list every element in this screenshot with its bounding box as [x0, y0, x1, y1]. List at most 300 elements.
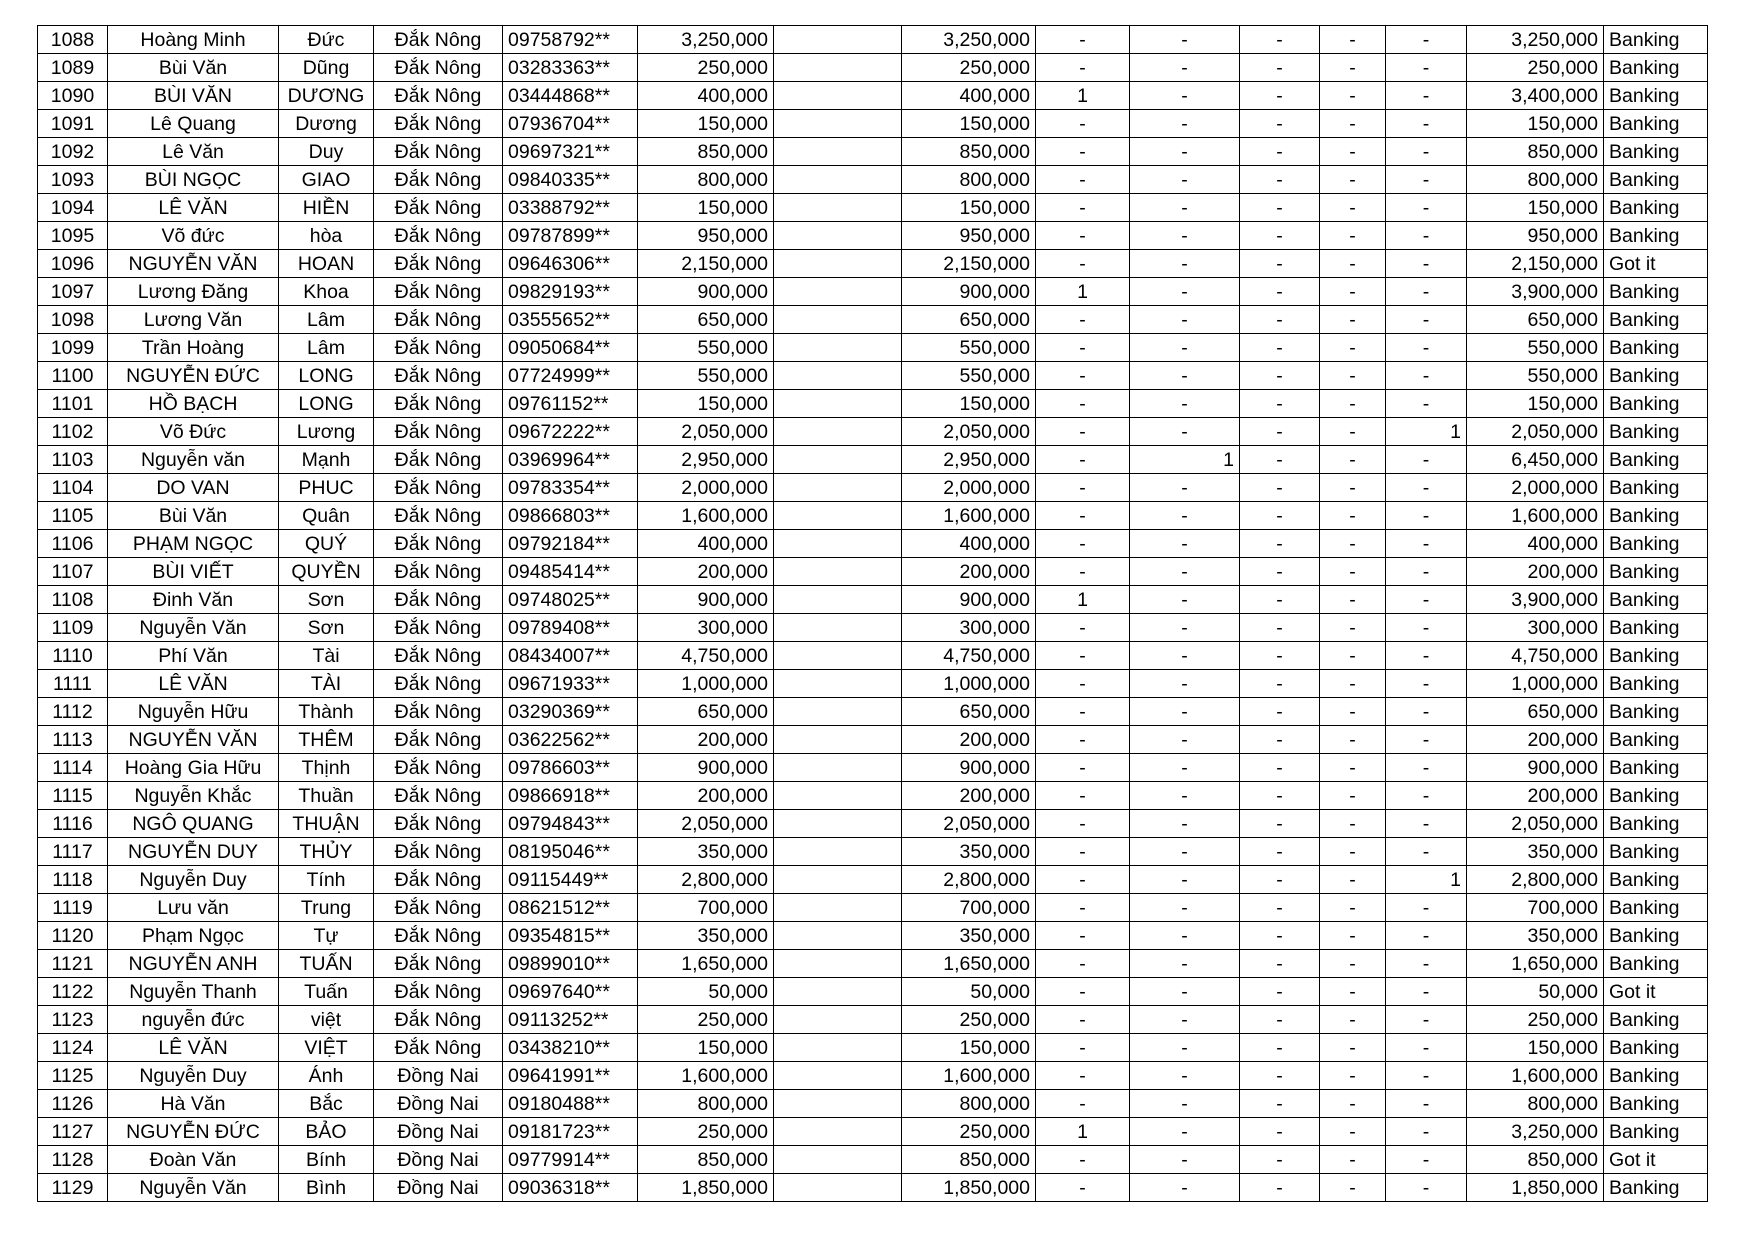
total-amount-cell: 1,000,000	[1467, 670, 1604, 698]
payment-method-cell: Banking	[1604, 950, 1708, 978]
blank-column-cell	[774, 82, 902, 110]
payment-method-cell: Banking	[1604, 1090, 1708, 1118]
subtotal-cell: 400,000	[902, 530, 1036, 558]
payment-method-cell: Banking	[1604, 754, 1708, 782]
phone-number-cell: 09641991**	[503, 1062, 638, 1090]
phone-number-cell: 09779914**	[503, 1146, 638, 1174]
table-row	[38, 586, 1708, 614]
subtotal-cell: 400,000	[902, 82, 1036, 110]
flag-2-cell: -	[1130, 1174, 1240, 1202]
payment-method-cell: Banking	[1604, 446, 1708, 474]
family-name-cell: Đoàn Văn	[108, 1146, 279, 1174]
flag-1-cell: -	[1036, 306, 1130, 334]
given-name-cell: VIỆT	[279, 1034, 374, 1062]
table-row	[38, 390, 1708, 418]
family-name-cell: Phí Văn	[108, 642, 279, 670]
subtotal-cell: 200,000	[902, 558, 1036, 586]
data-table	[37, 25, 1708, 1202]
flag-4-cell: -	[1320, 950, 1386, 978]
flag-2-cell: -	[1130, 1006, 1240, 1034]
province-cell: Đắk Nông	[374, 530, 503, 558]
flag-3-cell: -	[1240, 558, 1320, 586]
row-number-cell: 1124	[38, 1034, 108, 1062]
province-cell: Đồng Nai	[374, 1118, 503, 1146]
province-cell: Đắk Nông	[374, 782, 503, 810]
payment-method-cell: Banking	[1604, 894, 1708, 922]
flag-3-cell: -	[1240, 810, 1320, 838]
flag-1-cell: 1	[1036, 82, 1130, 110]
amount-cell: 350,000	[638, 838, 774, 866]
total-amount-cell: 2,150,000	[1467, 250, 1604, 278]
flag-5-cell: -	[1386, 166, 1467, 194]
total-amount-cell: 650,000	[1467, 698, 1604, 726]
flag-5-cell: -	[1386, 922, 1467, 950]
phone-number-cell: 03555652**	[503, 306, 638, 334]
flag-3-cell: -	[1240, 1062, 1320, 1090]
flag-4-cell: -	[1320, 82, 1386, 110]
flag-5-cell: -	[1386, 110, 1467, 138]
flag-1-cell: -	[1036, 138, 1130, 166]
given-name-cell: Đức	[279, 26, 374, 54]
table-row	[38, 782, 1708, 810]
amount-cell: 1,850,000	[638, 1174, 774, 1202]
amount-cell: 4,750,000	[638, 642, 774, 670]
payment-method-cell: Banking	[1604, 530, 1708, 558]
phone-number-cell: 09180488**	[503, 1090, 638, 1118]
flag-1-cell: -	[1036, 390, 1130, 418]
row-number-cell: 1114	[38, 754, 108, 782]
province-cell: Đắk Nông	[374, 838, 503, 866]
phone-number-cell: 03438210**	[503, 1034, 638, 1062]
blank-column-cell	[774, 306, 902, 334]
flag-4-cell: -	[1320, 642, 1386, 670]
payment-method-cell: Banking	[1604, 390, 1708, 418]
flag-2-cell: -	[1130, 922, 1240, 950]
province-cell: Đắk Nông	[374, 1006, 503, 1034]
table-row	[38, 474, 1708, 502]
flag-1-cell: -	[1036, 530, 1130, 558]
phone-number-cell: 09354815**	[503, 922, 638, 950]
family-name-cell: DO VAN	[108, 474, 279, 502]
flag-4-cell: -	[1320, 26, 1386, 54]
amount-cell: 550,000	[638, 362, 774, 390]
flag-4-cell: -	[1320, 866, 1386, 894]
flag-3-cell: -	[1240, 782, 1320, 810]
flag-4-cell: -	[1320, 838, 1386, 866]
blank-column-cell	[774, 278, 902, 306]
subtotal-cell: 4,750,000	[902, 642, 1036, 670]
flag-3-cell: -	[1240, 922, 1320, 950]
blank-column-cell	[774, 558, 902, 586]
total-amount-cell: 150,000	[1467, 1034, 1604, 1062]
given-name-cell: Khoa	[279, 278, 374, 306]
amount-cell: 2,050,000	[638, 810, 774, 838]
flag-3-cell: -	[1240, 866, 1320, 894]
amount-cell: 400,000	[638, 530, 774, 558]
table-row	[38, 110, 1708, 138]
province-cell: Đắk Nông	[374, 138, 503, 166]
phone-number-cell: 03444868**	[503, 82, 638, 110]
flag-3-cell: -	[1240, 1034, 1320, 1062]
flag-4-cell: -	[1320, 1146, 1386, 1174]
flag-2-cell: -	[1130, 334, 1240, 362]
province-cell: Đắk Nông	[374, 698, 503, 726]
table-row	[38, 1090, 1708, 1118]
province-cell: Đắk Nông	[374, 922, 503, 950]
phone-number-cell: 09794843**	[503, 810, 638, 838]
row-number-cell: 1129	[38, 1174, 108, 1202]
given-name-cell: Lương	[279, 418, 374, 446]
payment-method-cell: Banking	[1604, 82, 1708, 110]
amount-cell: 850,000	[638, 1146, 774, 1174]
family-name-cell: Lưu văn	[108, 894, 279, 922]
total-amount-cell: 850,000	[1467, 138, 1604, 166]
subtotal-cell: 200,000	[902, 782, 1036, 810]
flag-4-cell: -	[1320, 166, 1386, 194]
row-number-cell: 1091	[38, 110, 108, 138]
row-number-cell: 1097	[38, 278, 108, 306]
given-name-cell: BẢO	[279, 1118, 374, 1146]
province-cell: Đắk Nông	[374, 418, 503, 446]
flag-4-cell: -	[1320, 278, 1386, 306]
flag-2-cell: -	[1130, 866, 1240, 894]
flag-2-cell: -	[1130, 250, 1240, 278]
blank-column-cell	[774, 1062, 902, 1090]
flag-3-cell: -	[1240, 474, 1320, 502]
flag-3-cell: -	[1240, 166, 1320, 194]
province-cell: Đắk Nông	[374, 502, 503, 530]
family-name-cell: Phạm Ngọc	[108, 922, 279, 950]
flag-2-cell: -	[1130, 26, 1240, 54]
subtotal-cell: 650,000	[902, 698, 1036, 726]
table-row	[38, 1062, 1708, 1090]
flag-5-cell: -	[1386, 782, 1467, 810]
flag-3-cell: -	[1240, 530, 1320, 558]
family-name-cell: Bùi Văn	[108, 502, 279, 530]
flag-2-cell: -	[1130, 978, 1240, 1006]
table-row	[38, 250, 1708, 278]
phone-number-cell: 09113252**	[503, 1006, 638, 1034]
province-cell: Đắk Nông	[374, 978, 503, 1006]
subtotal-cell: 800,000	[902, 1090, 1036, 1118]
blank-column-cell	[774, 502, 902, 530]
flag-4-cell: -	[1320, 306, 1386, 334]
family-name-cell: LÊ VĂN	[108, 670, 279, 698]
blank-column-cell	[774, 362, 902, 390]
subtotal-cell: 250,000	[902, 54, 1036, 82]
payment-method-cell: Banking	[1604, 166, 1708, 194]
total-amount-cell: 2,050,000	[1467, 810, 1604, 838]
province-cell: Đắk Nông	[374, 54, 503, 82]
flag-5-cell: -	[1386, 1034, 1467, 1062]
flag-1-cell: -	[1036, 810, 1130, 838]
payment-method-cell: Banking	[1604, 474, 1708, 502]
flag-5-cell: -	[1386, 446, 1467, 474]
total-amount-cell: 1,850,000	[1467, 1174, 1604, 1202]
flag-1-cell: -	[1036, 250, 1130, 278]
flag-1-cell: -	[1036, 670, 1130, 698]
table-row	[38, 642, 1708, 670]
given-name-cell: Mạnh	[279, 446, 374, 474]
table-row	[38, 978, 1708, 1006]
phone-number-cell: 09485414**	[503, 558, 638, 586]
subtotal-cell: 150,000	[902, 390, 1036, 418]
blank-column-cell	[774, 54, 902, 82]
row-number-cell: 1095	[38, 222, 108, 250]
flag-5-cell: -	[1386, 558, 1467, 586]
flag-4-cell: -	[1320, 530, 1386, 558]
family-name-cell: NGUYỄN VĂN	[108, 726, 279, 754]
total-amount-cell: 400,000	[1467, 530, 1604, 558]
phone-number-cell: 09786603**	[503, 754, 638, 782]
total-amount-cell: 800,000	[1467, 1090, 1604, 1118]
payment-method-cell: Banking	[1604, 586, 1708, 614]
table-row	[38, 810, 1708, 838]
flag-3-cell: -	[1240, 670, 1320, 698]
given-name-cell: LONG	[279, 390, 374, 418]
total-amount-cell: 350,000	[1467, 922, 1604, 950]
total-amount-cell: 200,000	[1467, 726, 1604, 754]
flag-3-cell: -	[1240, 726, 1320, 754]
flag-4-cell: -	[1320, 978, 1386, 1006]
flag-2-cell: -	[1130, 222, 1240, 250]
flag-1-cell: -	[1036, 166, 1130, 194]
blank-column-cell	[774, 1006, 902, 1034]
flag-5-cell: -	[1386, 586, 1467, 614]
total-amount-cell: 1,600,000	[1467, 502, 1604, 530]
flag-3-cell: -	[1240, 418, 1320, 446]
subtotal-cell: 950,000	[902, 222, 1036, 250]
province-cell: Đắk Nông	[374, 558, 503, 586]
flag-2-cell: 1	[1130, 446, 1240, 474]
subtotal-cell: 2,000,000	[902, 474, 1036, 502]
payment-method-cell: Banking	[1604, 782, 1708, 810]
province-cell: Đắk Nông	[374, 586, 503, 614]
family-name-cell: Nguyễn Thanh	[108, 978, 279, 1006]
amount-cell: 650,000	[638, 306, 774, 334]
subtotal-cell: 2,050,000	[902, 418, 1036, 446]
phone-number-cell: 09115449**	[503, 866, 638, 894]
blank-column-cell	[774, 222, 902, 250]
flag-1-cell: -	[1036, 418, 1130, 446]
flag-4-cell: -	[1320, 1118, 1386, 1146]
flag-5-cell: -	[1386, 754, 1467, 782]
subtotal-cell: 250,000	[902, 1006, 1036, 1034]
flag-2-cell: -	[1130, 586, 1240, 614]
subtotal-cell: 200,000	[902, 726, 1036, 754]
table-row	[38, 866, 1708, 894]
given-name-cell: Duy	[279, 138, 374, 166]
row-number-cell: 1096	[38, 250, 108, 278]
flag-3-cell: -	[1240, 698, 1320, 726]
amount-cell: 3,250,000	[638, 26, 774, 54]
row-number-cell: 1119	[38, 894, 108, 922]
flag-4-cell: -	[1320, 250, 1386, 278]
flag-1-cell: -	[1036, 110, 1130, 138]
flag-4-cell: -	[1320, 446, 1386, 474]
subtotal-cell: 150,000	[902, 1034, 1036, 1062]
flag-3-cell: -	[1240, 390, 1320, 418]
total-amount-cell: 950,000	[1467, 222, 1604, 250]
flag-4-cell: -	[1320, 474, 1386, 502]
phone-number-cell: 09050684**	[503, 334, 638, 362]
family-name-cell: Bùi Văn	[108, 54, 279, 82]
given-name-cell: Trung	[279, 894, 374, 922]
blank-column-cell	[774, 642, 902, 670]
row-number-cell: 1123	[38, 1006, 108, 1034]
flag-1-cell: -	[1036, 26, 1130, 54]
row-number-cell: 1093	[38, 166, 108, 194]
flag-3-cell: -	[1240, 250, 1320, 278]
given-name-cell: Tuấn	[279, 978, 374, 1006]
flag-4-cell: -	[1320, 390, 1386, 418]
amount-cell: 1,600,000	[638, 1062, 774, 1090]
flag-2-cell: -	[1130, 362, 1240, 390]
payment-method-cell: Banking	[1604, 502, 1708, 530]
subtotal-cell: 700,000	[902, 894, 1036, 922]
table-row	[38, 306, 1708, 334]
subtotal-cell: 850,000	[902, 138, 1036, 166]
flag-4-cell: -	[1320, 1090, 1386, 1118]
phone-number-cell: 09840335**	[503, 166, 638, 194]
flag-2-cell: -	[1130, 726, 1240, 754]
phone-number-cell: 09787899**	[503, 222, 638, 250]
subtotal-cell: 150,000	[902, 110, 1036, 138]
table-row	[38, 222, 1708, 250]
blank-column-cell	[774, 446, 902, 474]
table-row	[38, 446, 1708, 474]
flag-5-cell: -	[1386, 670, 1467, 698]
phone-number-cell: 09671933**	[503, 670, 638, 698]
flag-3-cell: -	[1240, 1146, 1320, 1174]
flag-5-cell: -	[1386, 138, 1467, 166]
flag-5-cell: -	[1386, 54, 1467, 82]
flag-4-cell: -	[1320, 894, 1386, 922]
family-name-cell: BÙI NGỌC	[108, 166, 279, 194]
table-row	[38, 726, 1708, 754]
family-name-cell: BÙI VĂN	[108, 82, 279, 110]
blank-column-cell	[774, 922, 902, 950]
given-name-cell: QUÝ	[279, 530, 374, 558]
phone-number-cell: 09181723**	[503, 1118, 638, 1146]
flag-1-cell: -	[1036, 838, 1130, 866]
blank-column-cell	[774, 530, 902, 558]
subtotal-cell: 1,650,000	[902, 950, 1036, 978]
family-name-cell: LÊ VĂN	[108, 194, 279, 222]
flag-4-cell: -	[1320, 1062, 1386, 1090]
flag-1-cell: -	[1036, 1146, 1130, 1174]
amount-cell: 900,000	[638, 278, 774, 306]
flag-1-cell: 1	[1036, 1118, 1130, 1146]
payment-method-cell: Banking	[1604, 1034, 1708, 1062]
amount-cell: 900,000	[638, 754, 774, 782]
amount-cell: 300,000	[638, 614, 774, 642]
flag-1-cell: -	[1036, 782, 1130, 810]
flag-5-cell: -	[1386, 306, 1467, 334]
province-cell: Đắk Nông	[374, 390, 503, 418]
phone-number-cell: 09761152**	[503, 390, 638, 418]
payment-method-cell: Banking	[1604, 110, 1708, 138]
subtotal-cell: 3,250,000	[902, 26, 1036, 54]
subtotal-cell: 900,000	[902, 278, 1036, 306]
flag-1-cell: -	[1036, 1006, 1130, 1034]
payment-method-cell: Got it	[1604, 1146, 1708, 1174]
subtotal-cell: 2,050,000	[902, 810, 1036, 838]
blank-column-cell	[774, 1146, 902, 1174]
flag-5-cell: -	[1386, 474, 1467, 502]
given-name-cell: Bình	[279, 1174, 374, 1202]
flag-5-cell: -	[1386, 978, 1467, 1006]
amount-cell: 50,000	[638, 978, 774, 1006]
table-row	[38, 894, 1708, 922]
amount-cell: 250,000	[638, 1118, 774, 1146]
row-number-cell: 1092	[38, 138, 108, 166]
amount-cell: 2,950,000	[638, 446, 774, 474]
table-row	[38, 698, 1708, 726]
flag-2-cell: -	[1130, 754, 1240, 782]
payment-method-cell: Banking	[1604, 26, 1708, 54]
amount-cell: 950,000	[638, 222, 774, 250]
given-name-cell: THỦY	[279, 838, 374, 866]
total-amount-cell: 3,250,000	[1467, 26, 1604, 54]
flag-5-cell: -	[1386, 390, 1467, 418]
subtotal-cell: 1,000,000	[902, 670, 1036, 698]
flag-5-cell: -	[1386, 278, 1467, 306]
province-cell: Đắk Nông	[374, 670, 503, 698]
subtotal-cell: 300,000	[902, 614, 1036, 642]
total-amount-cell: 800,000	[1467, 166, 1604, 194]
flag-1-cell: -	[1036, 922, 1130, 950]
total-amount-cell: 200,000	[1467, 558, 1604, 586]
flag-1-cell: -	[1036, 726, 1130, 754]
phone-number-cell: 09783354**	[503, 474, 638, 502]
phone-number-cell: 03622562**	[503, 726, 638, 754]
given-name-cell: THÊM	[279, 726, 374, 754]
flag-4-cell: -	[1320, 110, 1386, 138]
flag-2-cell: -	[1130, 110, 1240, 138]
flag-3-cell: -	[1240, 222, 1320, 250]
flag-4-cell: -	[1320, 362, 1386, 390]
row-number-cell: 1118	[38, 866, 108, 894]
amount-cell: 2,150,000	[638, 250, 774, 278]
province-cell: Đắk Nông	[374, 26, 503, 54]
flag-2-cell: -	[1130, 810, 1240, 838]
family-name-cell: Hoàng Minh	[108, 26, 279, 54]
phone-number-cell: 03283363**	[503, 54, 638, 82]
blank-column-cell	[774, 334, 902, 362]
table-row	[38, 278, 1708, 306]
row-number-cell: 1120	[38, 922, 108, 950]
table-body	[38, 26, 1708, 1202]
amount-cell: 250,000	[638, 54, 774, 82]
table-row	[38, 54, 1708, 82]
flag-1-cell: -	[1036, 894, 1130, 922]
given-name-cell: TUẤN	[279, 950, 374, 978]
payment-method-cell: Banking	[1604, 726, 1708, 754]
row-number-cell: 1122	[38, 978, 108, 1006]
flag-1-cell: -	[1036, 446, 1130, 474]
amount-cell: 150,000	[638, 1034, 774, 1062]
flag-2-cell: -	[1130, 1118, 1240, 1146]
amount-cell: 400,000	[638, 82, 774, 110]
family-name-cell: NGUYỄN ANH	[108, 950, 279, 978]
blank-column-cell	[774, 838, 902, 866]
subtotal-cell: 2,950,000	[902, 446, 1036, 474]
province-cell: Đắk Nông	[374, 362, 503, 390]
flag-3-cell: -	[1240, 614, 1320, 642]
blank-column-cell	[774, 586, 902, 614]
flag-3-cell: -	[1240, 334, 1320, 362]
